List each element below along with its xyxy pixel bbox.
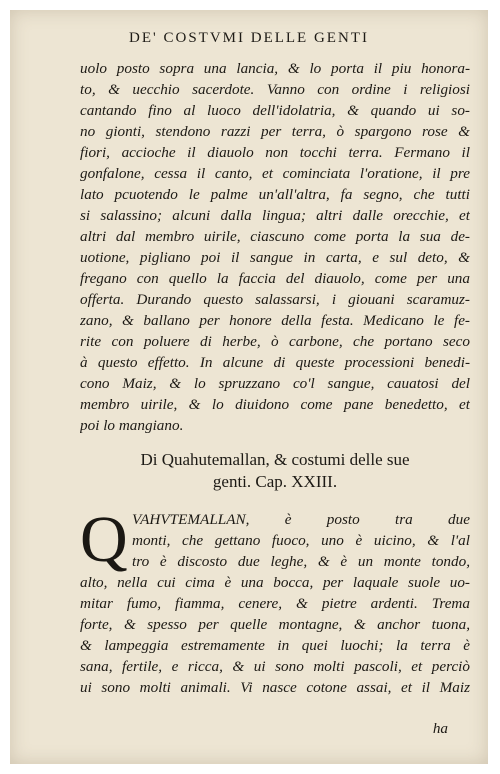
text-line: fregano con quello la faccia del diauolo, come per una <box>80 270 470 287</box>
text-line: gonfalone, cessa il canto, et cominciata l'oratione, il pre <box>80 165 470 182</box>
text-line: poi lo mangiano. <box>80 417 184 434</box>
text-line: uotione, pigliano poi il sangue in carta, e sul deto, & <box>80 249 470 266</box>
text-line: rite con poluere di herbe, ò carbone, che portano seco <box>80 333 470 350</box>
text-line: no gionti, stendono razzi per terra, ò spargono rose & <box>80 123 470 140</box>
text-line: à questo effetto. In alcune di queste processioni benedi- <box>80 354 470 371</box>
chapter-heading-line-2: genti. Cap. XXIII. <box>212 472 338 491</box>
text-line: uolo posto sopra una lancia, & lo porta il piu honora- <box>80 60 470 77</box>
text-line: fiori, accioche il diauolo non tocchi terra. Fermano il <box>80 144 470 161</box>
text-line: zano, & ballano per honore della festa. Medicano le fe- <box>80 312 470 329</box>
text-line: to, & uecchio sacerdote. Vanno con ordine i religiosi <box>80 81 470 98</box>
text-line: si salassino; alcuni dalla lingua; altri dalle orecchie, et <box>80 207 470 224</box>
chapter-heading-line-1: Di Quahutemallan, & costumi delle sue <box>140 450 410 469</box>
book-page <box>10 10 488 764</box>
text-line: forte, & spesso per quelle montagne, & anchor tuona, <box>80 616 470 633</box>
text-line: ui sono molti animali. Vi nasce cotone assai, et il Maiz <box>80 679 470 696</box>
text-line: altri dal membro uirile, ciascuno come porta la sua de- <box>80 228 470 245</box>
text-line: cono Maiz, & lo spruzzano co'l sangue, cauatosi del <box>80 375 470 392</box>
text-line: VAHVTEMALLAN, è posto tra due <box>132 511 470 528</box>
text-line: cantando fino al luoco dell'idolatria, & quando ui so- <box>80 102 470 119</box>
catchword: ha <box>432 720 448 737</box>
text-line: membro uirile, & lo diuidono come pane benedetto, et <box>80 396 470 413</box>
text-line: sana, fertile, e ricca, & ui sono molti pascoli, et perciò <box>80 658 470 675</box>
text-line: lato pcuotendo le palme un'all'altra, fa segno, che tutti <box>80 186 470 203</box>
text-line: tro è discosto due leghe, & è un monte tondo, <box>132 553 470 570</box>
running-head: DE' COSTVMI DELLE GENTI <box>129 30 369 46</box>
text-line: mitar fumo, fiamma, cenere, & pietre ardenti. Trema <box>80 595 470 612</box>
text-line: monti, che gettano fuoco, uno è uicino, & l'al <box>132 532 470 549</box>
drop-cap: Q <box>80 503 128 576</box>
text-line: & lampeggia estremamente in quei luochi; la terra è <box>80 637 470 654</box>
text-line: offerta. Durando questo salassarsi, i giouani scaramuz- <box>80 291 470 308</box>
text-line: alto, nella cui cima è una bocca, per laquale suole uo- <box>80 574 470 591</box>
